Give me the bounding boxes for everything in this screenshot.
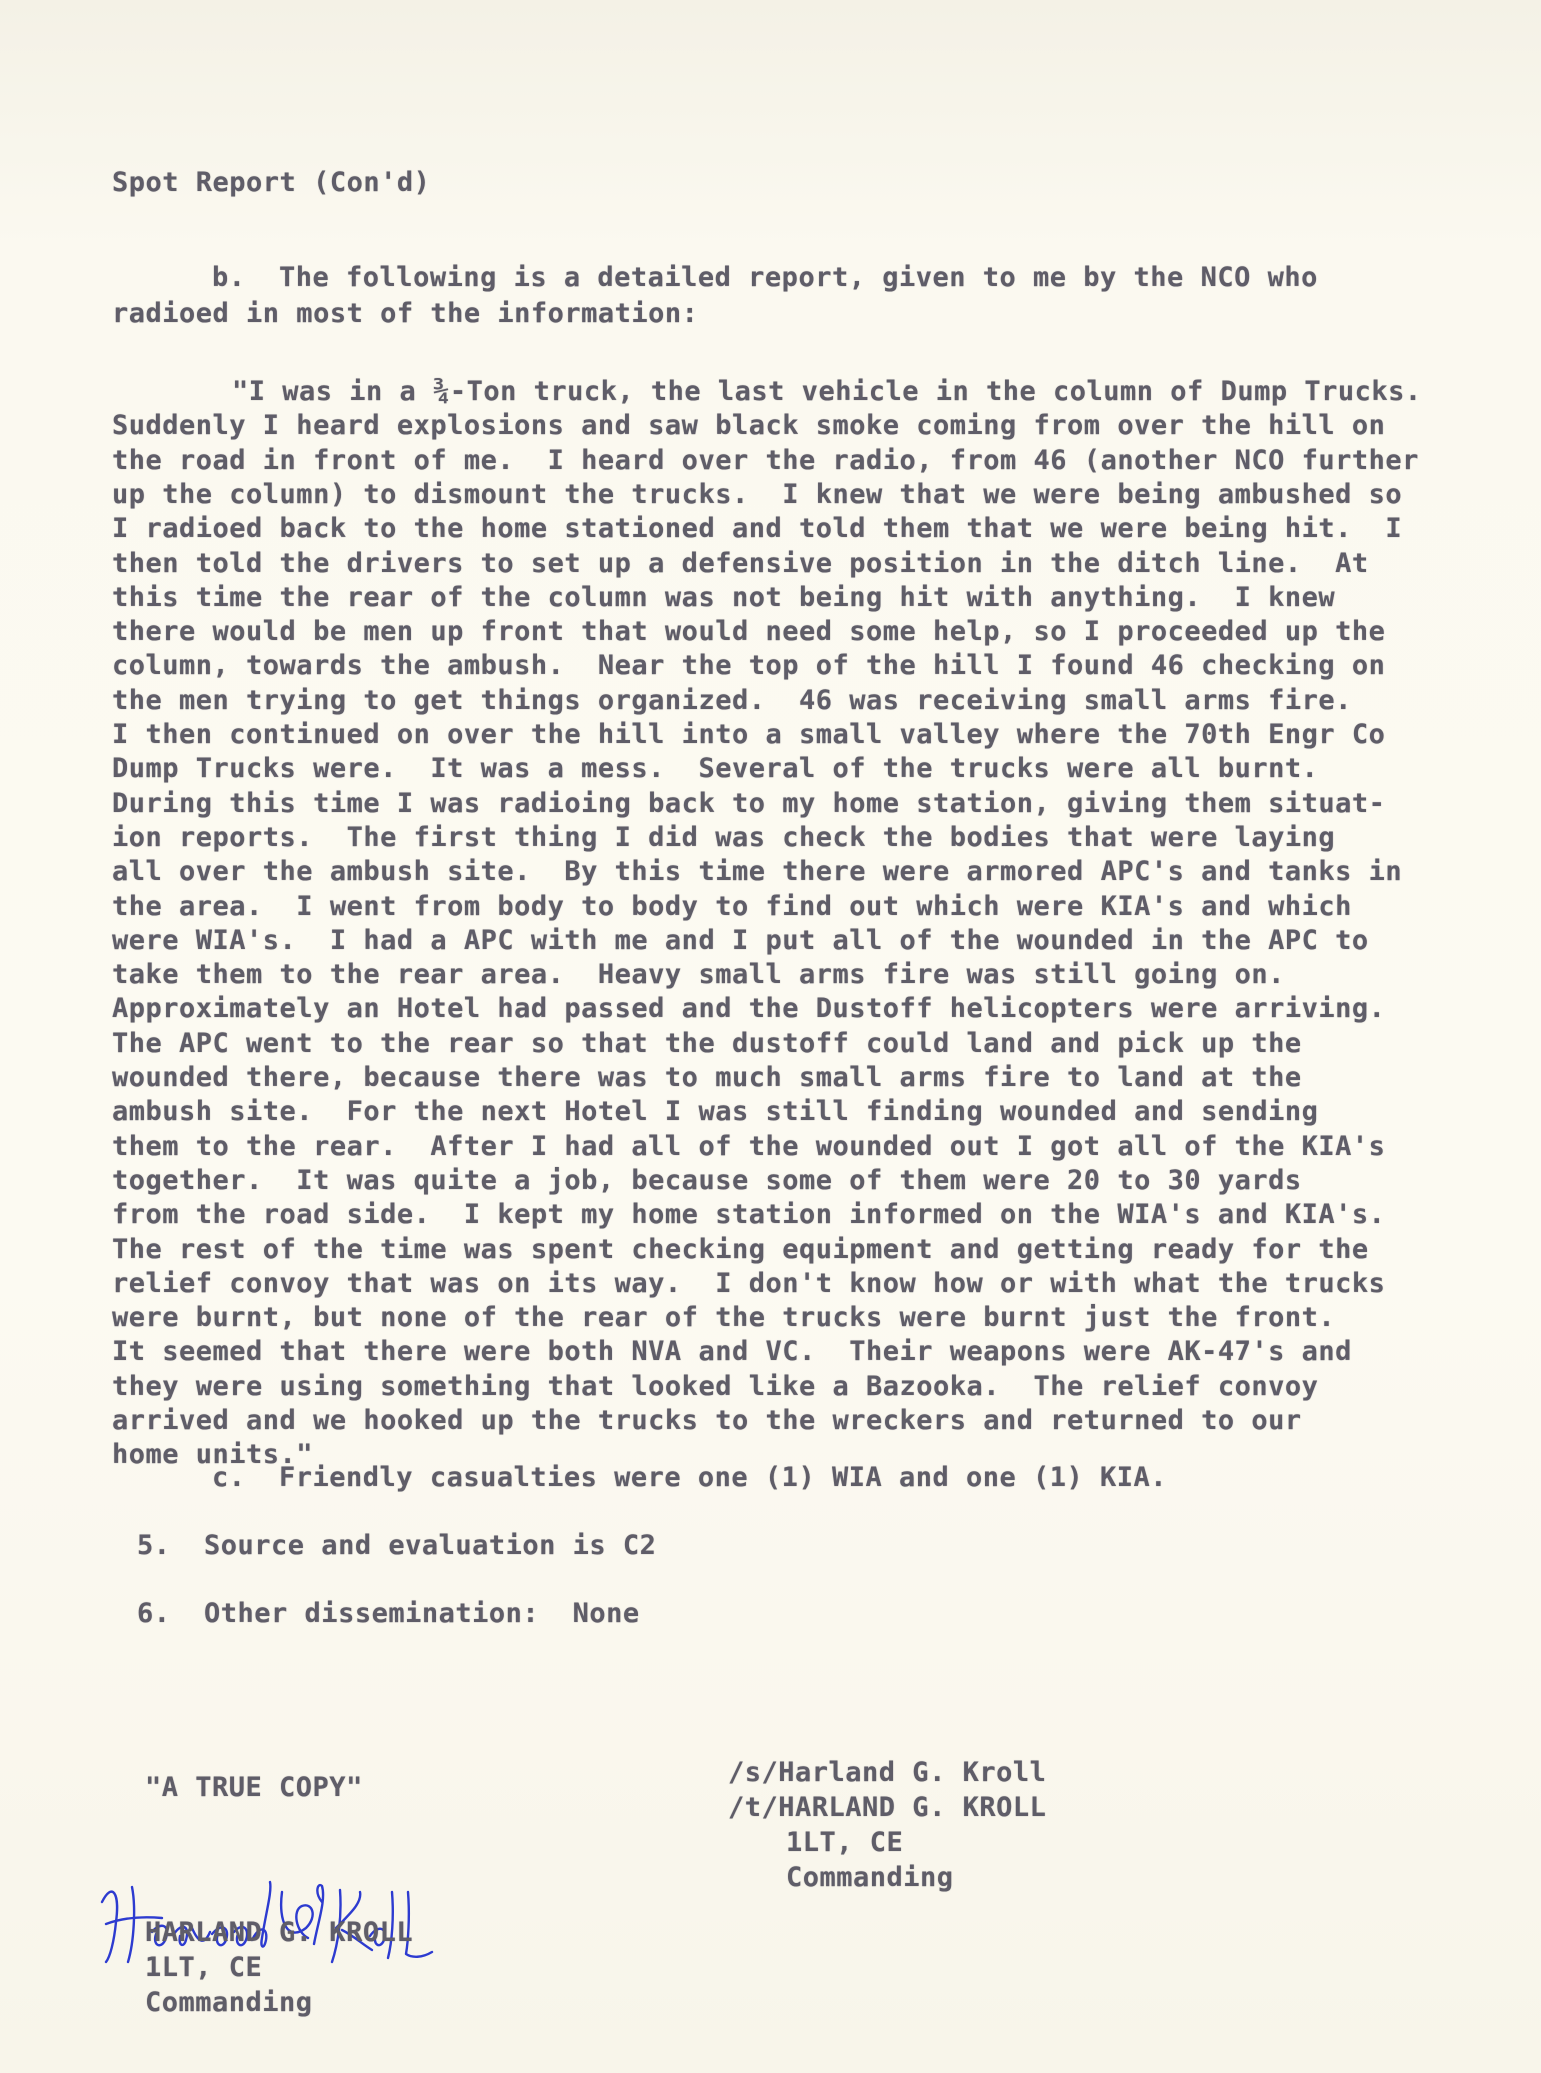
- quote-line: home units.": [112, 1439, 314, 1470]
- quote-line: together. It was quite a job, because some of them were 20 to 30 yards: [112, 1165, 1302, 1196]
- quote-line: Dump Trucks were. It was a mess. Several of the trucks were all burnt.: [112, 753, 1319, 784]
- quote-line: "I was in a ¾-Ton truck, the last vehicle in the column of Dump Trucks.: [232, 376, 1422, 407]
- quote-line: The rest of the time was spent checking equipment and getting ready for the: [112, 1234, 1369, 1265]
- quote-line: Approximately an Hotel had passed and the Dustoff helicopters were arriving.: [112, 993, 1386, 1024]
- left-signer-title: Commanding: [145, 1987, 313, 2018]
- item-b-line-1: b. The following is a detailed report, given to me by the NCO who: [212, 262, 1318, 293]
- quote-line: all over the ambush site. By this time there were armored APC's and tanks in: [112, 856, 1403, 887]
- quote-line: they were using something that looked like a Bazooka. The relief convoy: [112, 1371, 1319, 1402]
- true-copy-label: "A TRUE COPY": [145, 1772, 363, 1803]
- left-signer-rank: 1LT, CE: [145, 1952, 263, 1983]
- quote-line: the men trying to get things organized. 46 was receiving small arms fire.: [112, 685, 1352, 716]
- quote-line: there would be men up front that would need some help, so I proceeded up the: [112, 616, 1386, 647]
- quote-line: It seemed that there were both NVA and VC. Their weapons were AK-47's and: [112, 1336, 1352, 1367]
- quote-line: Suddenly I heard explosions and saw black smoke coming from over the hill on: [112, 410, 1386, 441]
- signer-rank: 1LT, CE: [786, 1827, 904, 1858]
- quote-line: arrived and we hooked up the trucks to the wreckers and returned to our: [112, 1405, 1302, 1436]
- item-6: 6. Other dissemination: None: [137, 1598, 640, 1629]
- quote-line: them to the rear. After I had all of the wounded out I got all of the KIA's: [112, 1131, 1386, 1162]
- quote-line: During this time I was radioing back to my home station, giving them situat-: [112, 788, 1386, 819]
- typed-name: /t/HARLAND G. KROLL: [728, 1792, 1047, 1823]
- quote-line: the area. I went from body to body to find out which were KIA's and which: [112, 891, 1352, 922]
- quote-line: wounded there, because there was to much small arms fire to land at the: [112, 1062, 1302, 1093]
- quote-line: from the road side. I kept my home station informed on the WIA's and KIA's.: [112, 1199, 1386, 1230]
- quote-line: take them to the rear area. Heavy small arms fire was still going on.: [112, 959, 1285, 990]
- report-heading: Spot Report (Con'd): [112, 167, 431, 198]
- quote-line: this time the rear of the column was not being hit with anything. I knew: [112, 582, 1336, 613]
- quote-line: then told the drivers to set up a defensive position in the ditch line. At: [112, 548, 1369, 579]
- quote-line: ambush site. For the next Hotel I was still finding wounded and sending: [112, 1096, 1319, 1127]
- quote-line: up the column) to dismount the trucks. I knew that we were being ambushed so: [112, 479, 1403, 510]
- quote-line: were WIA's. I had a APC with me and I put all of the wounded in the APC to: [112, 925, 1369, 956]
- quote-line: column, towards the ambush. Near the top of the hill I found 46 checking on: [112, 650, 1386, 681]
- signer-title: Commanding: [786, 1862, 954, 1893]
- quote-line: I then continued on over the hill into a small valley where the 70th Engr Co: [112, 719, 1386, 750]
- item-5: 5. Source and evaluation is C2: [137, 1530, 657, 1561]
- quote-line: I radioed back to the home stationed and told them that we were being hit. I: [112, 513, 1403, 544]
- quote-line: the road in front of me. I heard over the radio, from 46 (another NCO further: [112, 445, 1419, 476]
- quote-line: were burnt, but none of the rear of the trucks were burnt just the front.: [112, 1302, 1336, 1333]
- quote-line: The APC went to the rear so that the dustoff could land and pick up the: [112, 1028, 1302, 1059]
- item-c: c. Friendly casualties were one (1) WIA and one (1) KIA.: [212, 1462, 1168, 1493]
- signed-name: /s/Harland G. Kroll: [728, 1757, 1047, 1788]
- item-b-line-2: radioed in most of the information:: [112, 298, 699, 329]
- quote-line: relief convoy that was on its way. I don't know how or with what the trucks: [112, 1268, 1386, 1299]
- quote-line: ion reports. The first thing I did was check the bodies that were laying: [112, 822, 1336, 853]
- left-signer-name: HARLAND G. KROLL: [145, 1917, 414, 1948]
